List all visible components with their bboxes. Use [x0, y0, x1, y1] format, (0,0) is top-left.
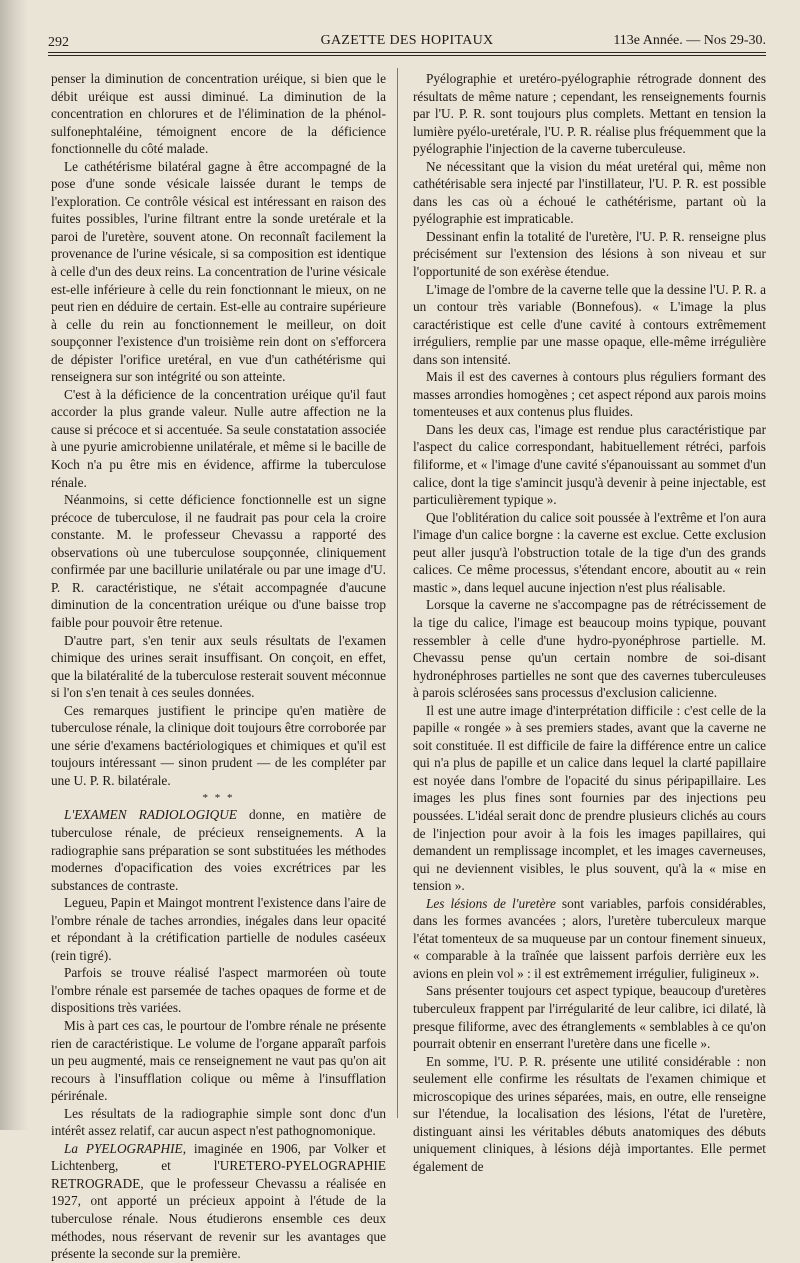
running-header	[48, 33, 766, 51]
paragraph: Dans les deux cas, l'image est rendue plus caractéristique par l'aspect du calice correspondant, habituellement rétréci, parfois filiforme, et « l'image d'une cavité s'épanouissant au sommet d'un calice, dont la tige s'amincit jusqu'à devenir à peine injectable, est particulièrement typique ».	[413, 421, 766, 508]
paragraph: Il est une autre image d'interprétation difficile : c'est celle de la papille « rongée » à ses premiers stades, avant que la caverne ne soit constituée. Il est difficile de faire la différence entre un calice qui n'a plus de papille et un calice dans lequel la clarté papillaire est noyée dans l'ombre de l'opacité du sinus péripapillaire. Les images les plus fines sont fournies par des injections peu poussées. L'idéal serait donc de prendre plusieurs clichés au cours de l'injection pour avoir à la fois les images papillaires, qui demandent un remplissage incomplet, et les images caverneuses, qui ne deviennent visibles, le plus souvent, qu'à la « mise en tension ».	[413, 702, 766, 894]
section-lead: Les lésions de l'uretère	[426, 895, 556, 911]
paragraph: Mis à part ces cas, le pourtour de l'ombre rénale ne présente rien de caractéristique. Le volume de l'organe apparaît parfois un peu augmenté, mais ce renseignement ne vaut pas qu'on ait recours à l'insufflation colique ou même à l'insufflation périrénale.	[51, 1017, 386, 1104]
paragraph: En somme, l'U. P. R. présente une utilité considérable : non seulement elle confirme les résultats de l'examen chimique et microscopique des urines séparées, mais, en outre, elle renseigne sur l'étendue, la localisation des lésions, l'état de l'uretère, distinguant ainsi les véritables débuts anatomiques des débuts uniquement cliniques, à lésions déjà importantes. Elle permet également de	[413, 1053, 766, 1174]
paragraph-text: , imaginée en 1906, par Volker et Lichtenberg, et l'URETERO-PYELOGRAPHIE RETROGRADE, que le professeur Chevassu a réalisée en 1927, ont apporté un précieux appoint à l'étude de la tuberculose rénale. Nous étudierons ensemble ces deux méthodes, nous réservant de revenir sur les avantages que présente la seconde sur la première.	[51, 1140, 386, 1262]
paragraph: Lorsque la caverne ne s'accompagne pas de rétrécissement de la tige du calice, l'image est beaucoup moins typique, pouvant ressembler à celle d'une hydro-pyonéphrose partielle. M. Chevassu pense qu'un certain nombre de soi-disant hydronéphroses partielles ne sont que des cavernes tuberculeuses à parois sclérosées sans processus d'exclusion calicienne.	[413, 597, 766, 701]
paragraph: penser la diminution de concentration uréique, si bien que le débit uréique est aussi diminué. La diminution de la concentration en chlorures et de l'élimination de la phénol-sulfonephtaléine, témoignent encore de la déficience fonctionnelle du côté malade.	[51, 71, 386, 157]
paragraph	[51, 1140, 386, 1263]
section-lead: L'EXAMEN RADIOLOGIQUE	[64, 807, 237, 823]
paragraph: L'image de l'ombre de la caverne telle que la dessine l'U. P. R. a un contour très variable (Bonnefous). « L'image la plus caractéristique est celle d'une cavité à contours extrêmement irréguliers, remplie par une masse opaque, elle-même irrégulière dans son intensité.	[413, 281, 766, 367]
paragraph: Legueu, Papin et Maingot montrent l'existence dans l'aire de l'ombre rénale de taches arrondies, inégales dans leur opacité et répondant à la crétification partielle de nodules caséeux (rein tigré).	[51, 895, 386, 963]
paragraph: Dessinant enfin la totalité de l'uretère, l'U. P. R. renseigne plus précisément sur l'extension des lésions à son niveau et sur l'opportunité de son exérèse étendue.	[413, 228, 766, 280]
paragraph	[413, 895, 766, 983]
section-lead: La PYELOGRAPHIE	[64, 1140, 183, 1156]
paragraph: Pyélographie et uretéro-pyélographie rétrograde donnent des résultats de même nature ; cependant, les renseignements fournis par l'U. P. R. sont toujours plus complets. Mettant en tension la lumière pyélo-uretérale, l'U. P. R. réalise plus fréquemment que la pyélographie l'injection de la caverne tuberculeuse.	[413, 71, 766, 157]
paragraph: Le cathétérisme bilatéral gagne à être accompagné de la pose d'une sonde vésicale laissée durant le temps de l'exploration. Ce contrôle vésical est intéressant en raison des fuites possibles, l'urine filtrant entre la sonde uretérale et la paroi de l'uretère, souvent atone. On reconnaît facilement la provenance de l'urine vésicale, si sa composition est identique à celle d'un des deux reins. La concentration de l'urine vésicale est-elle inférieure à celle du rein fonctionnant le mieux, on ne peut rien en déduire de certain. Est-elle au contraire supérieure à celle du rein au fonctionnement le meilleur, on doit soupçonner l'existence d'un troisième rein dont on s'efforcera de dépister l'orifice uretéral, en vue d'un cathétérisme qui renseignera sur son intégrité ou son atteinte.	[51, 158, 386, 385]
paragraph: Ne nécessitant que la vision du méat uretéral qui, même non cathétérisable sera injecté par l'instillateur, l'U. P. R. est possible dans les cas où a échoué le cathétérisme, partant où la pyélographie est impraticable.	[413, 158, 766, 227]
journal-title: GAZETTE DES HOPITAUX	[320, 33, 494, 48]
paragraph: Les résultats de la radiographie simple sont donc d'un intérêt assez relatif, car aucun aspect n'est pathognomonique.	[51, 1105, 386, 1139]
paragraph-text: donne, en matière de tuberculose rénale, de précieux renseignements. A la radiographie sans préparation se sont substituées les méthodes modernes d'opacification des voies excrétrices par les substances de contraste.	[51, 807, 386, 893]
left-column	[51, 70, 386, 1263]
paragraph: Néanmoins, si cette déficience fonctionnelle est un signe précoce de tuberculose, il ne faudrait pas pour cela la croire constante. M. le professeur Chevassu a rapporté des observations où une tuberculose soupçonnée, cliniquement confirmée par une bacillurie unilatérale ou par une image d'U. P. R. caractéristique, ne s'était accompagnée d'aucune diminution de la concentration uréique ou d'une baisse trop faible pour pouvoir être retenue.	[51, 492, 386, 630]
paragraph: Mais il est des cavernes à contours plus réguliers formant des masses arrondies homogènes ; cet aspect répond aux parois moins tomenteuses et aux contenus plus fluides.	[413, 369, 766, 420]
issue-number: 113e Année. — Nos 29-30.	[613, 33, 766, 48]
paragraph: Sans présenter toujours cet aspect typique, beaucoup d'uretères tuberculeux frappent par l'irrégularité de leur calibre, ici dilaté, là presque filiforme, avec des étranglements « semblables à ce qu'on pourrait obtenir en enserrant l'uretère dans une ficelle ».	[413, 983, 766, 1052]
right-column	[413, 70, 766, 1175]
section-separator: * * *	[202, 792, 235, 805]
paragraph: Parfois se trouve réalisé l'aspect marmoréen où toute l'ombre rénale est parsemée de taches opaques de forme et de dispositions très variées.	[51, 965, 386, 1016]
paragraph	[51, 806, 386, 894]
paragraph: C'est à la déficience de la concentration uréique qu'il faut accorder la plus grande valeur. Nulle autre affection ne la cause si précoce et si accentuée. Sa seule constatation associée à une pyurie amicrobienne unilatérale, et même si le bacille de Koch n'a pu être mis en évidence, affirme la tuberculose rénale.	[51, 386, 386, 490]
page-number: 292	[48, 35, 69, 50]
page-binding-shadow	[0, 0, 28, 1130]
header-rule-bottom	[48, 55, 766, 56]
header-rule-top	[48, 52, 766, 53]
paragraph: D'autre part, s'en tenir aux seuls résultats de l'examen chimique des urines serait insuffisant. On conçoit, en effet, que la bilatéralité de la tuberculose resterait souvent méconnue si l'on s'en tenait à ces seules données.	[51, 632, 386, 701]
column-divider	[397, 68, 398, 1118]
paragraph: Que l'oblitération du calice soit poussée à l'extrême et l'on aura l'image d'un calice borgne : la caverne est exclue. Cette exclusion peut aller jusqu'à l'obstruction totale de la tige d'un des grands calices. Ce même processus, s'étendant encore, aboutit au « rein mastic », dans lequel aucune injection n'est plus réalisable.	[413, 509, 766, 595]
paragraph: Ces remarques justifient le principe qu'en matière de tuberculose rénale, la clinique doit toujours être corroborée par une série d'examens bactériologiques et chimiques et qu'il est toujours intéressant — sinon prudent — de les compléter par une U. P. R. bilatérale.	[51, 702, 386, 788]
paragraph-text: sont variables, parfois considérables, dans les formes avancées ; alors, l'uretère tuberculeux marque l'état tomenteux de sa muqueuse par un contour finement sinueux, « comparable à la traînée que laissent parfois derrière eux les avions en plein vol » : il est extrêmement irrégulier, fuligineux ».	[413, 895, 766, 981]
